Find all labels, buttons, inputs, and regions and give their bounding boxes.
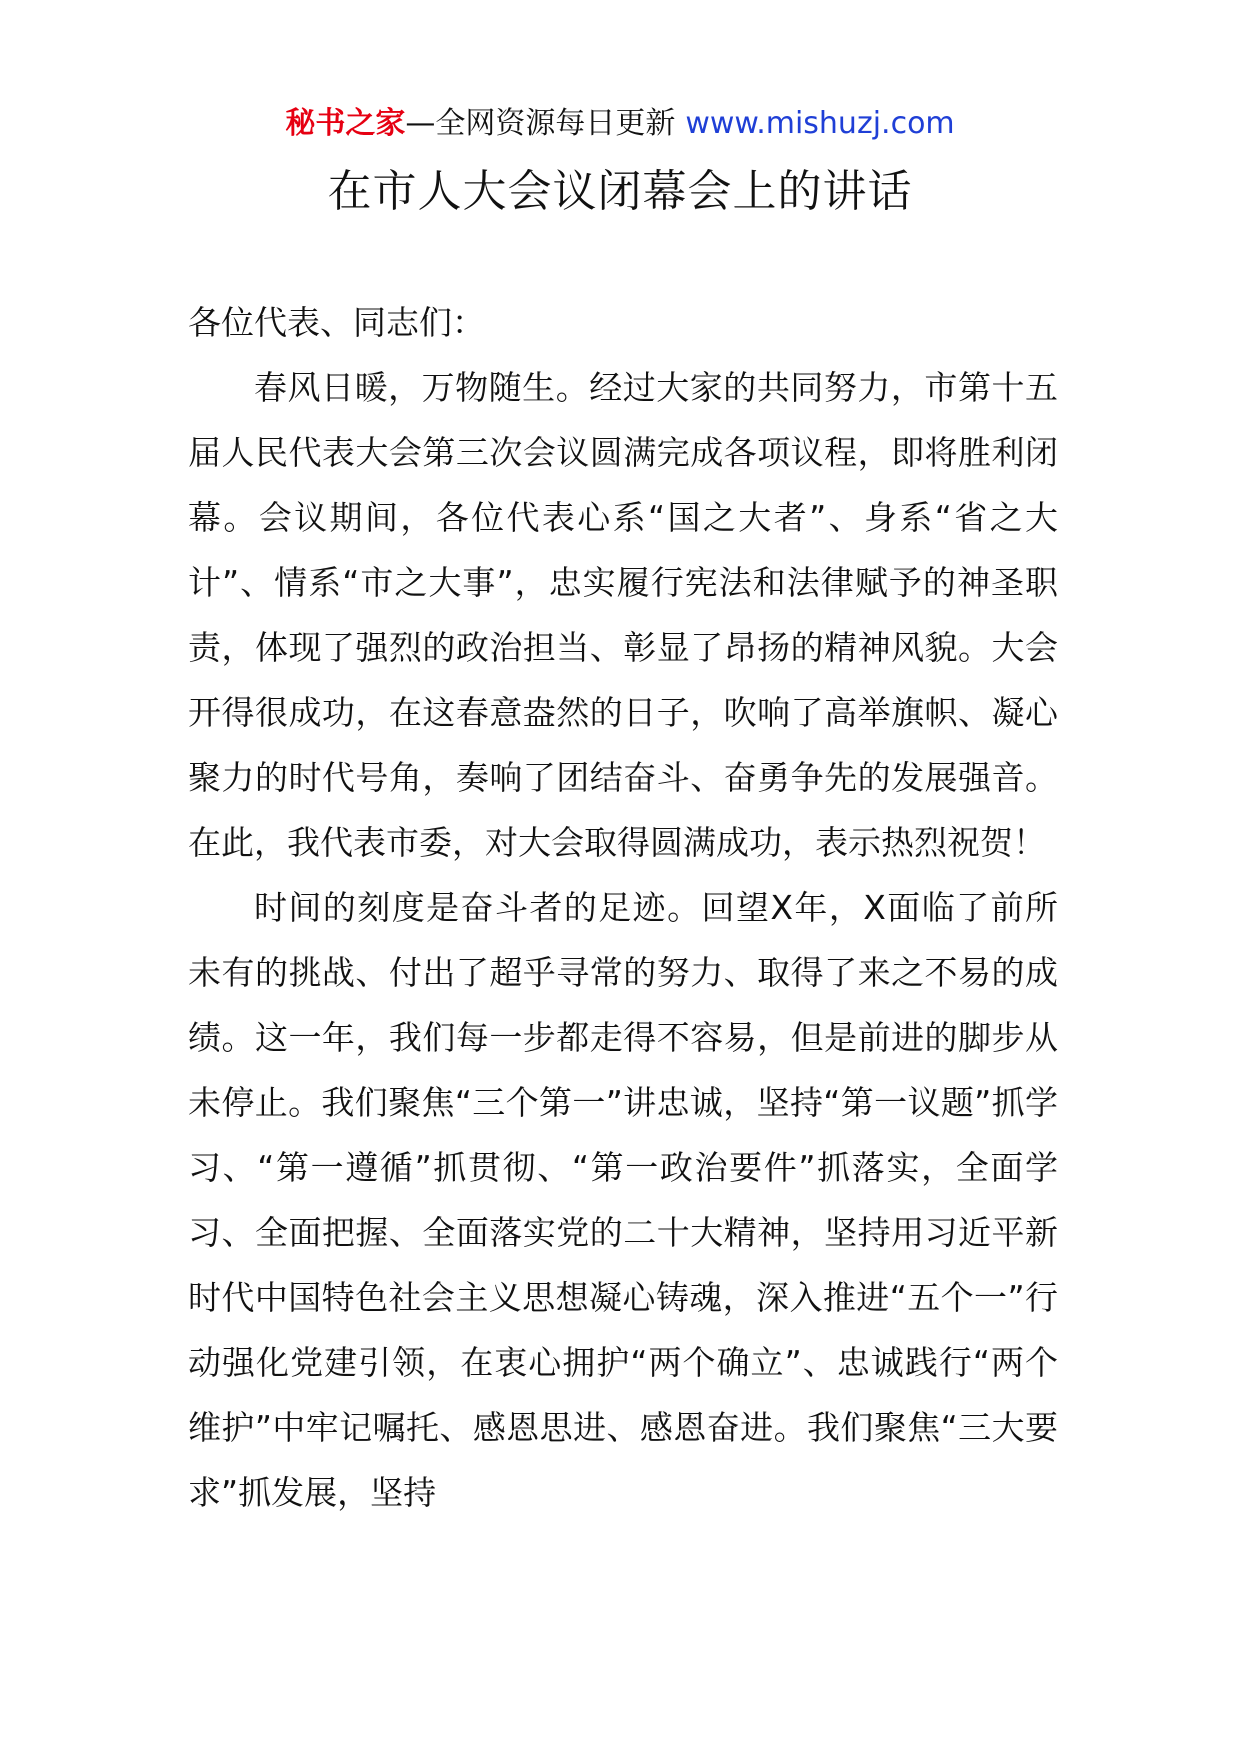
paragraph-2: 时间的刻度是奋斗者的足迹。回望X年，X面临了前所未有的挑战、付出了超乎寻常的努力、取得了来之不易的成绩。这一年，我们每一步都走得不容易，但是前进的脚步从未停止。我们聚焦“三个第一”讲忠诚，坚持“第一议题”抓学习、“第一遵循”抓贯彻、“第一政治要件”抓落实，全面学习、全面把握、全面落实党的二十大精神，坚持用习近平新时代中国特色社会主义思想凝心铸魂，深入推进“五个一”行动强化党建引领，在衷心拥护“两个确立”、忠诚践行“两个维护”中牢记嘱托、感恩思进、感恩奋进。我们聚焦“三大要求”抓发展，坚持 — [188, 888, 1058, 1512]
salutation: 各位代表、同志们： — [188, 303, 485, 342]
site-url-link[interactable]: www.mishuzj.com — [685, 106, 955, 141]
document-title: 在市人大会议闭幕会上的讲话 — [327, 166, 913, 217]
document-body — [188, 290, 1058, 1525]
site-header — [0, 100, 1240, 148]
brand-name: 秘书之家 — [285, 106, 406, 141]
header-tagline: —全网资源每日更新 — [405, 106, 676, 141]
paragraph-1: 春风日暖，万物随生。经过大家的共同努力，市第十五届人民代表大会第三次会议圆满完成各项议程，即将胜利闭幕。会议期间，各位代表心系“国之大者”、身系“省之大计”、情系“市之大事”，忠实履行宪法和法律赋予的神圣职责，体现了强烈的政治担当、彰显了昂扬的精神风貌。大会开得很成功，在这春意盎然的日子，吹响了高举旗帜、凝心聚力的时代号角，奏响了团结奋斗、奋勇争先的发展强音。在此，我代表市委，对大会取得圆满成功，表示热烈祝贺！ — [188, 368, 1058, 862]
